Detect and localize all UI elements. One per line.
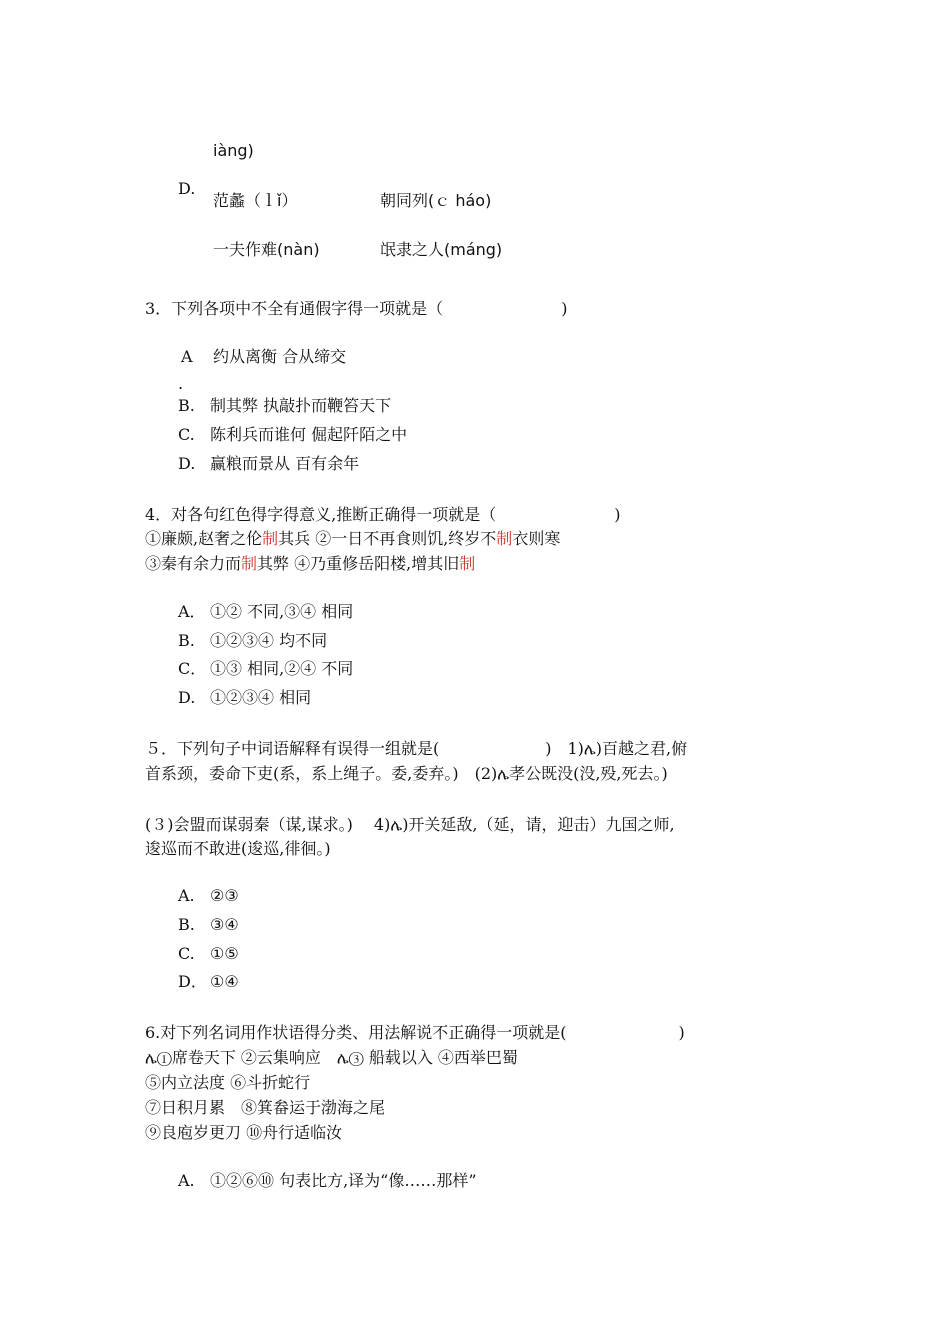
q6-items-line4: ⑨良庖岁更刀 ⑩舟行适临汝 (145, 1123, 343, 1142)
q4-sentences-line2 (145, 553, 475, 575)
q5-stem-line1 (145, 738, 687, 760)
q5-option-a (178, 885, 239, 907)
q3-option-c-text: 陈利兵而谁何 倔起阡陌之中 (210, 425, 408, 444)
q4-option-b-label: B. (178, 631, 195, 650)
q3-option-a-label: A (181, 347, 193, 366)
q4-s2-part: 其弊 ④乃重修岳阳楼,增其旧 (257, 554, 460, 573)
q6-option-a (178, 1170, 477, 1192)
q5-stem-line3: (３)会盟而谋弱秦（谋,谋求。) 4)ሌ)开关延敌,（延，请，迎击）九国之师, (145, 815, 675, 834)
q5-option-d-label: D． (178, 972, 207, 991)
q4-option-a-label: A． (178, 602, 206, 621)
q5-option-b-text: ③④ (210, 915, 239, 934)
q6-option-a-text: ①②⑥⑩ 句表比方,译为“像……那样” (210, 1171, 477, 1190)
q5-stem-tail: ) 1)ሌ)百越之君,俯 (545, 739, 688, 758)
q2-option-c-continuation: iàng) (213, 141, 254, 160)
q2-option-d-row2-a: 一夫作难(nàn) (213, 240, 320, 259)
q4-highlight-zhi-1: 制 (262, 529, 279, 548)
q3-option-b-label: B. (178, 396, 195, 415)
q4-option-c (178, 658, 353, 680)
q5-option-c (178, 943, 239, 965)
q5-option-b (178, 914, 239, 936)
q4-option-a (178, 601, 353, 623)
q3-option-b (178, 395, 391, 417)
q4-sentences-line1 (145, 528, 560, 550)
q4-option-c-label: C． (178, 659, 207, 678)
q2-option-d-label: D. (178, 179, 196, 198)
q6-option-a-label: A. (178, 1171, 195, 1190)
q3-stem (145, 298, 567, 320)
q5-stem-text: ５．下列句子中词语解释有误得一组就是( (145, 739, 440, 758)
q4-highlight-zhi-3: 制 (241, 554, 258, 573)
q4-highlight-zhi-4: 制 (459, 554, 476, 573)
q6-stem (145, 1022, 685, 1044)
q5-option-d-text: ①④ (210, 972, 239, 991)
q3-option-a-text: 约从离衡 合从缔交 (213, 347, 347, 366)
q5-option-d (178, 971, 239, 993)
q4-option-c-text: ①③ 相同,②④ 不同 (210, 659, 354, 678)
q4-stem-text: 4．对各句红色得字得意义,推断正确得一项就是（ (145, 505, 497, 524)
q4-s2-part: ③秦有余力而 (145, 554, 242, 573)
q4-option-b (178, 630, 327, 652)
q3-option-d (178, 453, 359, 475)
q5-option-a-text: ②③ (210, 886, 239, 905)
q4-s1-part: 其兵 ②一日不再食则饥,终岁不 (278, 529, 497, 548)
q6-stem-close: ) (678, 1023, 685, 1042)
q4-option-d-label: D. (178, 688, 196, 707)
q3-option-d-label: D. (178, 454, 196, 473)
q5-option-c-text: ①⑤ (210, 944, 239, 963)
q4-s1-part: ①廉颇,赵奢之伦 (145, 529, 263, 548)
q2-option-d-row1-b: 朝同列(ｃ háo) (380, 191, 492, 210)
q4-stem-close: ) (614, 505, 621, 524)
q5-option-b-label: B. (178, 915, 195, 934)
q3-option-b-text: 制其弊 执敲扑而鞭笞天下 (210, 396, 392, 415)
q4-option-d (178, 687, 311, 709)
q4-s1-part: 衣则寒 (512, 529, 561, 548)
q5-option-a-label: A. (178, 886, 195, 905)
q5-option-c-label: C. (178, 944, 195, 963)
q3-option-c (178, 424, 407, 446)
q3-stem-text: 3．下列各项中不全有通假字得一项就是（ (145, 299, 444, 318)
q4-option-a-text: ①② 不同,③④ 相同 (210, 602, 354, 621)
q4-option-d-text: ①②③④ 相同 (210, 688, 312, 707)
q6-items-line2: ⑤内立法度 ⑥斗折蛇行 (145, 1073, 311, 1092)
q6-stem-text: 6.对下列名词用作状语得分类、用法解说不正确得一项就是( (145, 1023, 567, 1042)
q2-option-d-row1-a: 范蠡（ｌǐ） (213, 191, 298, 210)
q5-stem-line4: 逡巡而不敢进(逡巡,徘徊。) (145, 839, 331, 858)
q3-option-d-text: 赢粮而景从 百有余年 (210, 454, 360, 473)
q6-items-line1: ሌ①席卷天下 ②云集响应 ሌ③ 船载以入 ④西举巴蜀 (145, 1048, 518, 1067)
q2-option-d-row2-b: 氓隶之人(máng) (380, 240, 503, 259)
q4-option-b-text: ①②③④ 均不同 (210, 631, 328, 650)
q4-highlight-zhi-2: 制 (496, 529, 513, 548)
q3-option-a-dot: . (178, 374, 184, 393)
q5-stem-line2: 首系颈，委命下吏(系，系上绳子。委,委弃。) (2)ሌ孝公既没(没,殁,死去。) (145, 764, 668, 783)
q4-stem (145, 504, 621, 526)
q3-stem-close: ) (561, 299, 568, 318)
q3-option-c-label: C. (178, 425, 195, 444)
q6-items-line3: ⑦日积月累 ⑧箕畚运于渤海之尾 (145, 1098, 386, 1117)
